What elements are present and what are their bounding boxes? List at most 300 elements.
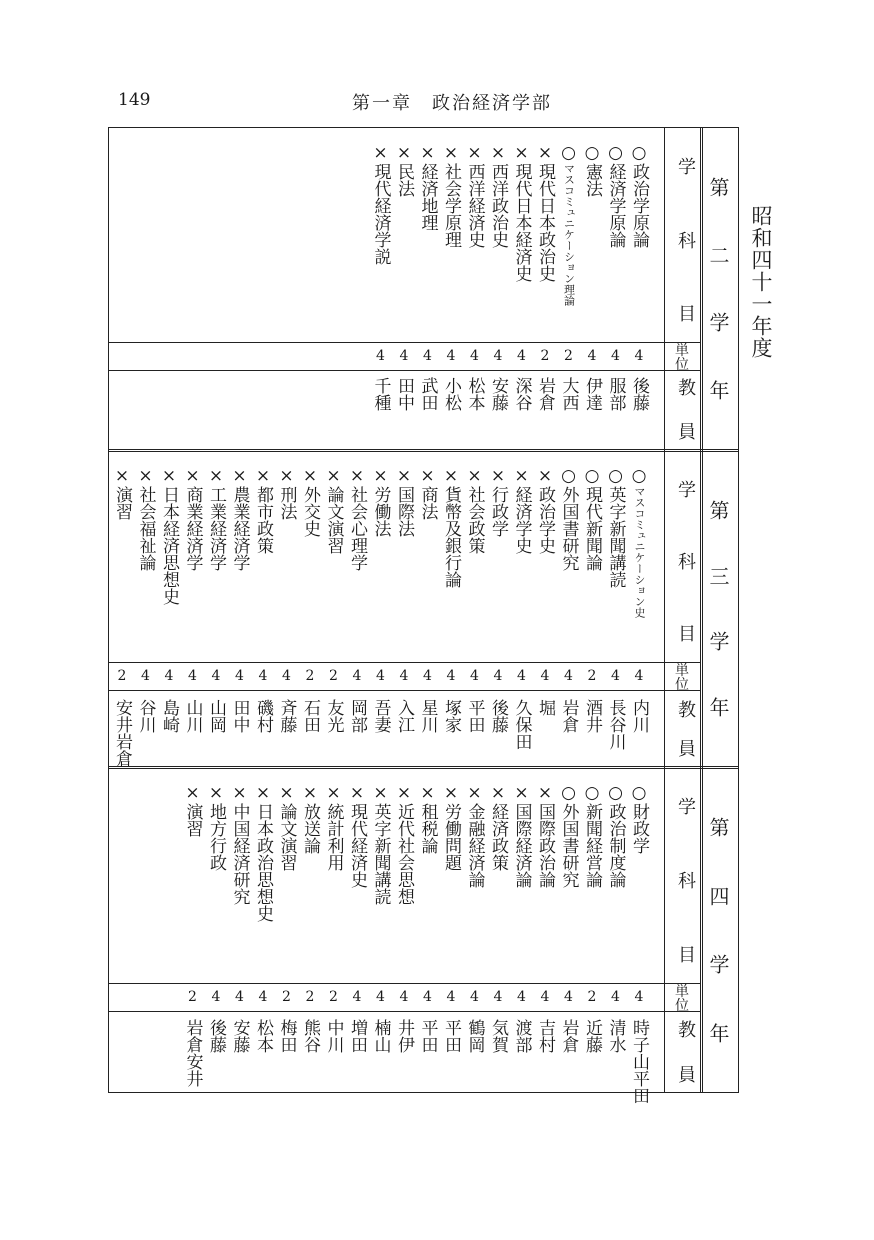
year-label-char: 年 — [706, 1022, 730, 1043]
unit-value: 4 — [517, 668, 526, 684]
teacher-name: 石田 — [300, 699, 320, 733]
teacher-name: 松本 — [253, 1019, 273, 1053]
subject-name — [511, 143, 533, 282]
teacher-name: 谷川 — [135, 699, 156, 733]
unit-value: 4 — [376, 668, 385, 684]
subject-mark: × — [535, 143, 555, 163]
subject-title: 国際経済論 — [511, 803, 532, 888]
subject-name — [370, 783, 392, 905]
teacher-header-char: 員 — [675, 1065, 696, 1083]
subject-title: 現代経済史 — [347, 803, 367, 888]
subject-header-char: 学 — [675, 480, 696, 498]
unit-value: 2 — [329, 668, 338, 684]
teacher-name: 長谷川 — [605, 699, 626, 750]
teacher-name: 深谷 — [511, 377, 532, 411]
subject-mark: × — [347, 783, 367, 803]
subject-title: 西洋政治史 — [488, 163, 508, 248]
subject-mark: × — [253, 783, 273, 803]
section-divider — [108, 766, 739, 769]
subject-name — [182, 466, 204, 571]
unit-value: 4 — [211, 668, 221, 684]
subject-name — [464, 143, 486, 248]
subject-name — [581, 783, 603, 888]
subject-title: 貨幣及銀行論 — [441, 486, 461, 588]
subject-name — [135, 466, 157, 571]
subject-mark: × — [159, 466, 179, 486]
unit-value: 4 — [423, 348, 432, 364]
subject-title: 社会政策 — [464, 486, 485, 554]
subject-mark: × — [206, 466, 226, 486]
unit-value: 4 — [470, 989, 479, 1005]
subject-name — [487, 466, 509, 537]
teacher-header-char: 教 — [675, 700, 696, 718]
teacher-name: 岡部 — [347, 699, 367, 733]
subject-title: 国際政治論 — [535, 803, 555, 888]
teacher-name: 斉藤 — [276, 699, 297, 733]
teacher-name: 山岡 — [206, 699, 226, 733]
subject-mark: × — [441, 143, 461, 163]
unit-value: 4 — [211, 989, 221, 1005]
subject-mark: × — [394, 143, 414, 163]
teacher-header-char: 教 — [675, 378, 696, 396]
subject-name — [534, 466, 556, 554]
teacher-name: 井伊 — [394, 1019, 414, 1053]
subject-mark: × — [464, 783, 485, 803]
year-label-char: 学 — [706, 631, 730, 652]
subject-title: 政治学原論 — [629, 163, 649, 248]
subject-header-char: 学 — [675, 797, 696, 815]
unit-value: 4 — [634, 348, 644, 364]
subject-name — [605, 143, 627, 248]
subject-title: 日本政治思想史 — [253, 803, 273, 922]
year-label-char: 学 — [706, 312, 730, 333]
subject-mark: × — [417, 783, 438, 803]
teacher-name: 内川 — [629, 699, 649, 733]
subject-mark: × — [511, 143, 532, 163]
unit-value: 4 — [446, 989, 456, 1005]
subject-title: 経済学原論 — [605, 163, 626, 248]
year-label-char: 学 — [706, 954, 730, 975]
subject-title: 演習 — [112, 486, 132, 520]
subject-title: 英字新聞講読 — [370, 803, 391, 905]
subject-title: 放送論 — [300, 803, 320, 854]
subject-name — [417, 143, 439, 231]
unit-value: 4 — [376, 989, 385, 1005]
subject-name — [628, 783, 650, 854]
subject-name — [628, 143, 650, 248]
unit-value: 4 — [634, 668, 644, 684]
teacher-name: 塚家 — [441, 699, 461, 733]
teacher-name: 平田 — [417, 1019, 438, 1053]
subject-header-char: 科 — [675, 871, 696, 889]
unit-value: 4 — [587, 348, 597, 364]
unit-header: 単位 — [675, 663, 689, 693]
subject-title: 社会心理学 — [347, 486, 367, 571]
subject-title: 経済地理 — [417, 163, 438, 231]
unit-value: 4 — [564, 989, 573, 1005]
subject-mark: ○ — [582, 143, 602, 163]
unit-value: 4 — [399, 348, 409, 364]
subject-mark: × — [112, 466, 132, 486]
teacher-name: 増田 — [347, 1019, 367, 1053]
year-label-char: 四 — [706, 885, 730, 906]
unit-row-top-rule — [108, 983, 700, 984]
unit-value: 4 — [493, 668, 503, 684]
subject-mark: × — [323, 466, 344, 486]
subject-name — [299, 466, 321, 537]
unit-value: 4 — [517, 348, 526, 364]
subject-mark: × — [253, 466, 273, 486]
unit-value: 4 — [611, 348, 620, 364]
subject-header-char: 目 — [675, 624, 696, 642]
unit-value: 4 — [258, 989, 268, 1005]
subject-mark: × — [370, 466, 391, 486]
teacher-name: 近藤 — [582, 1019, 602, 1053]
unit-value: 4 — [540, 989, 550, 1005]
subject-header-char: 目 — [675, 304, 696, 322]
teacher-name: 岩倉 — [558, 1019, 579, 1053]
subject-title: 租税論 — [417, 803, 438, 854]
subject-name — [276, 466, 298, 520]
subject-name — [605, 783, 627, 888]
subject-name — [229, 783, 251, 905]
subject-name — [182, 783, 204, 837]
unit-row-bottom-rule — [108, 1011, 700, 1012]
teacher-name: 入江 — [394, 699, 414, 733]
subject-title: 商法 — [417, 486, 438, 520]
subject-name — [252, 783, 274, 922]
teacher-name: 後藤 — [206, 1019, 226, 1053]
year-label-char: 年 — [706, 379, 730, 400]
subject-mark: × — [511, 466, 532, 486]
unit-value: 4 — [517, 989, 526, 1005]
subject-mark: ○ — [582, 783, 602, 803]
subject-name — [158, 466, 180, 605]
teacher-name: 後藤 — [488, 699, 508, 733]
subject-title: 現代日本経済史 — [511, 163, 532, 282]
teacher-name: 田中 — [229, 699, 250, 733]
subject-title: 外国書研究 — [558, 803, 579, 888]
subject-header-char: 学 — [675, 157, 696, 175]
page-number: 149 — [118, 90, 151, 110]
subject-title: 論文演習 — [276, 803, 297, 871]
unit-row-bottom-rule — [108, 690, 700, 691]
year-column-rule — [700, 450, 703, 767]
subject-title: 社会福祉論 — [135, 486, 156, 571]
subject-name — [346, 783, 368, 888]
unit-value: 4 — [446, 348, 456, 364]
subject-mark: × — [441, 783, 461, 803]
unit-value: 2 — [117, 668, 127, 684]
teacher-name: 安藤 — [488, 377, 508, 411]
subject-title: 英字新聞講読 — [605, 486, 626, 588]
subject-mark: × — [464, 466, 485, 486]
unit-value: 4 — [423, 668, 432, 684]
teacher-name: 島崎 — [159, 699, 179, 733]
teacher-name: 大西 — [558, 377, 579, 411]
subject-name — [440, 143, 462, 248]
subject-name — [323, 466, 345, 554]
subject-name — [581, 143, 603, 197]
subject-mark: × — [488, 143, 508, 163]
subject-mark: ○ — [605, 143, 626, 163]
subject-title: 金融経済論 — [464, 803, 485, 888]
subject-mark: ○ — [629, 783, 649, 803]
year-label-char: 第 — [706, 817, 730, 837]
subject-title: 工業経済学 — [206, 486, 226, 571]
teacher-name: 星川 — [417, 699, 438, 733]
subject-mark: × — [276, 783, 297, 803]
unit-value: 4 — [235, 989, 244, 1005]
teacher-name: 熊谷 — [300, 1019, 320, 1053]
subject-mark: × — [206, 783, 226, 803]
unit-row-top-rule — [108, 342, 700, 343]
unit-value: 2 — [587, 989, 597, 1005]
teacher-name: 友光 — [323, 699, 344, 733]
subject-title: 政治学史 — [535, 486, 555, 554]
subject-mark: ○ — [558, 783, 579, 803]
teacher-name: 堀 — [535, 699, 555, 716]
subject-name — [393, 466, 415, 537]
teacher-name: 平田 — [441, 1019, 461, 1053]
subject-mark: × — [441, 466, 461, 486]
subject-mark: ○ — [605, 466, 626, 486]
unit-value: 4 — [235, 668, 244, 684]
unit-value: 4 — [188, 668, 197, 684]
subject-name — [393, 783, 415, 905]
subject-mark: ○ — [558, 143, 579, 163]
subject-mark: × — [323, 783, 344, 803]
subject-mark: × — [417, 466, 438, 486]
unit-value: 4 — [352, 989, 362, 1005]
subject-name — [370, 143, 392, 265]
teacher-name: 吉村 — [535, 1019, 555, 1053]
subject-mark: ○ — [558, 466, 579, 486]
subject-name — [534, 143, 556, 282]
subject-name — [417, 466, 439, 520]
subject-mark: × — [488, 783, 508, 803]
teacher-header — [672, 700, 698, 757]
teacher-name: 磯村 — [253, 699, 273, 733]
subject-name — [229, 466, 251, 571]
subject-title: 近代社会思想 — [394, 803, 414, 905]
unit-value: 2 — [282, 989, 291, 1005]
subject-name — [205, 466, 227, 571]
subject-title: 農業経済学 — [229, 486, 250, 571]
subject-name — [558, 466, 580, 571]
year-label — [707, 177, 733, 400]
teacher-name: 松本 — [464, 377, 485, 411]
unit-value: 2 — [540, 348, 550, 364]
subject-name — [511, 783, 533, 888]
year-label — [707, 817, 733, 1043]
subject-name — [558, 783, 580, 888]
teacher-name: 山川 — [182, 699, 203, 733]
teacher-name: 千種 — [370, 377, 391, 411]
subject-title: 労働問題 — [441, 803, 461, 871]
teacher-header — [672, 1020, 698, 1083]
teacher-name: 清水 — [605, 1019, 626, 1053]
teacher-name: 岩倉 — [558, 699, 579, 733]
subject-mark: × — [535, 783, 555, 803]
subject-title: 演習 — [182, 803, 203, 837]
subject-name — [252, 466, 274, 554]
teacher-name: 後藤 — [629, 377, 649, 411]
subject-title: 政治制度論 — [605, 803, 626, 888]
subject-title: 現代経済学説 — [370, 163, 391, 265]
subject-name — [605, 466, 627, 588]
subject-header — [672, 480, 698, 642]
teacher-header-char: 員 — [675, 739, 696, 757]
subject-title: 国際法 — [394, 486, 414, 537]
subject-name — [487, 783, 509, 871]
fiscal-year: 昭和四十一年度 — [749, 205, 773, 359]
unit-value: 2 — [564, 348, 573, 364]
subject-title: マスコミュニケーション史 — [633, 486, 646, 618]
subject-mark: × — [535, 466, 555, 486]
unit-value: 2 — [329, 989, 338, 1005]
teacher-name: 安井岩倉 — [112, 699, 132, 767]
subject-title: 都市政策 — [253, 486, 273, 554]
unit-value: 4 — [352, 668, 362, 684]
unit-value: 4 — [141, 668, 150, 684]
subject-title: 日本経済思想史 — [159, 486, 179, 605]
year-label-char: 第 — [706, 500, 730, 520]
year-column-rule — [700, 127, 703, 450]
subject-header-char: 目 — [675, 945, 696, 963]
subject-header-char: 科 — [675, 552, 696, 570]
subject-title: 統計利用 — [323, 803, 344, 871]
unit-value: 4 — [470, 668, 479, 684]
unit-value: 4 — [258, 668, 268, 684]
year-label-char: 年 — [706, 696, 730, 717]
subject-mark: × — [135, 466, 156, 486]
subject-name — [464, 783, 486, 888]
subject-mark: × — [229, 466, 250, 486]
subject-mark: × — [300, 466, 320, 486]
unit-value: 4 — [564, 668, 573, 684]
unit-value: 4 — [164, 668, 174, 684]
subject-mark: × — [182, 783, 203, 803]
unit-value: 4 — [399, 668, 409, 684]
subject-header — [672, 157, 698, 322]
subject-title: 労働法 — [370, 486, 391, 537]
subject-name — [417, 783, 439, 854]
subject-mark: ○ — [629, 143, 649, 163]
subject-mark: × — [300, 783, 320, 803]
subject-name — [276, 783, 298, 871]
subject-title: 民法 — [394, 163, 414, 197]
subject-name — [393, 143, 415, 197]
unit-value: 4 — [493, 989, 503, 1005]
subject-title: マスコミュニケーション理論 — [562, 163, 576, 306]
unit-value: 4 — [634, 989, 644, 1005]
subject-name — [440, 466, 462, 588]
subject-mark: × — [370, 143, 391, 163]
teacher-name: 渡部 — [511, 1019, 532, 1053]
year-label — [707, 500, 733, 717]
unit-value: 4 — [446, 668, 456, 684]
subject-mark: × — [464, 143, 485, 163]
subject-mark: × — [394, 466, 414, 486]
unit-value: 4 — [282, 668, 291, 684]
unit-row-bottom-rule — [108, 370, 700, 371]
subject-mark: × — [394, 783, 414, 803]
subject-name — [323, 783, 345, 871]
teacher-name: 久保田 — [511, 699, 532, 750]
year-column-rule — [700, 767, 703, 1093]
unit-value: 4 — [470, 348, 479, 364]
subject-title: 行政学 — [488, 486, 508, 537]
teacher-name: 武田 — [417, 377, 438, 411]
subject-name — [299, 783, 321, 854]
unit-value: 4 — [493, 348, 503, 364]
teacher-name: 気賀 — [488, 1019, 508, 1053]
teacher-header-char: 員 — [675, 422, 696, 440]
subject-title: 外交史 — [300, 486, 320, 537]
subject-title: 経済政策 — [488, 803, 508, 871]
subject-name — [346, 466, 368, 571]
year-label-char: 三 — [706, 565, 730, 586]
teacher-name: 服部 — [605, 377, 626, 411]
teacher-header — [672, 378, 698, 440]
header-column-rule — [664, 450, 665, 767]
subject-title: 現代新聞論 — [582, 486, 602, 571]
teacher-name: 小松 — [441, 377, 461, 411]
subject-title: 論文演習 — [323, 486, 344, 554]
subject-title: 商業経済学 — [182, 486, 203, 571]
subject-title: 新聞経営論 — [582, 803, 602, 888]
teacher-name: 平田 — [464, 699, 485, 733]
section-divider — [108, 449, 739, 452]
subject-title: 経済学史 — [511, 486, 532, 554]
year-label-char: 第 — [706, 177, 730, 197]
subject-mark: ○ — [582, 466, 602, 486]
subject-name — [370, 466, 392, 537]
subject-header — [672, 797, 698, 963]
subject-mark: × — [229, 783, 250, 803]
running-title: 第一章 政治経済学部 — [352, 93, 552, 114]
teacher-name: 吾妻 — [370, 699, 391, 733]
teacher-name: 中川 — [323, 1019, 344, 1053]
subject-name — [511, 466, 533, 554]
subject-mark: × — [511, 783, 532, 803]
unit-value: 2 — [188, 989, 197, 1005]
header-column-rule — [664, 767, 665, 1093]
subject-title: 西洋経済史 — [464, 163, 485, 248]
subject-name — [628, 466, 650, 618]
subject-title: 現代日本政治史 — [535, 163, 555, 282]
subject-name — [205, 783, 227, 871]
teacher-name: 岩倉 — [535, 377, 555, 411]
subject-mark: × — [276, 466, 297, 486]
teacher-name: 田中 — [394, 377, 414, 411]
subject-mark: × — [488, 466, 508, 486]
unit-value: 2 — [305, 668, 315, 684]
teacher-name: 時子山平田 — [629, 1019, 649, 1104]
teacher-name: 安藤 — [229, 1019, 250, 1053]
unit-value: 4 — [611, 989, 620, 1005]
subject-mark: × — [417, 143, 438, 163]
subject-name — [487, 143, 509, 248]
unit-header: 単位 — [675, 343, 689, 373]
unit-row-top-rule — [108, 662, 700, 663]
unit-value: 4 — [611, 668, 620, 684]
subject-name — [581, 466, 603, 571]
unit-header: 単位 — [675, 984, 689, 1014]
subject-mark: ○ — [605, 783, 626, 803]
unit-value: 4 — [540, 668, 550, 684]
